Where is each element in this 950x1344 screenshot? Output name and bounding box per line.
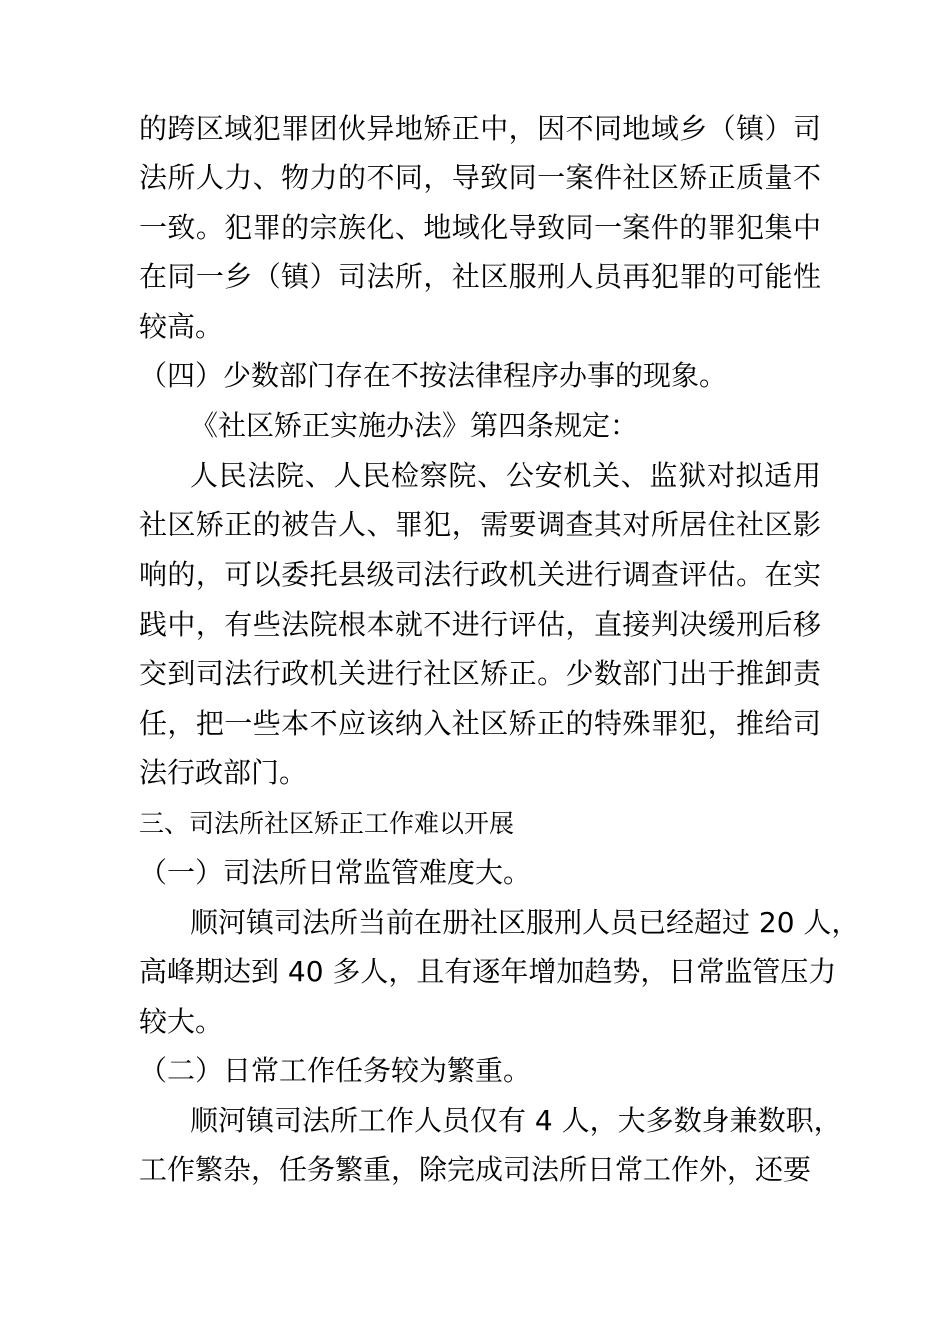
body-text-line: 交到司法行政机关进行社区矫正。少数部门出于推卸责 <box>139 657 821 690</box>
body-text-line: 任，把一些本不应该纳入社区矫正的特殊罪犯，推给司 <box>139 707 821 740</box>
body-text-line: 工作繁杂，任务繁重，除完成司法所日常工作外，还要 <box>139 1153 812 1186</box>
body-text-line: 顺河镇司法所当前在册社区服刑人员已经超过 20 人， <box>190 906 860 939</box>
section-heading: （一）司法所日常监管难度大。 <box>139 856 532 889</box>
body-text-line: 法所人力、物力的不同，导致同一案件社区矫正质量不 <box>139 161 821 194</box>
body-text-line: 较大。 <box>139 1005 224 1038</box>
body-text-line: 践中，有些法院根本就不进行评估，直接判决缓刑后移 <box>139 608 821 641</box>
body-text-line: 响的，可以委托县级司法行政机关进行调查评估。在实 <box>139 558 821 591</box>
body-text-line: 的跨区域犯罪团伙异地矫正中，因不同地域乡（镇）司 <box>139 112 821 145</box>
body-text-line: 顺河镇司法所工作人员仅有 4 人，大多数身兼数职， <box>190 1104 842 1137</box>
section-heading: （四）少数部门存在不按法律程序办事的现象。 <box>139 359 728 392</box>
section-heading: （二）日常工作任务较为繁重。 <box>139 1054 532 1087</box>
body-text-line: 较高。 <box>139 310 224 343</box>
body-text-line: 一致。犯罪的宗族化、地域化导致同一案件的罪犯集中 <box>139 211 821 244</box>
quoted-regulation-title: 《社区矫正实施办法》第四条规定： <box>190 409 639 442</box>
body-text-line: 高峰期达到 40 多人，且有逐年增加趋势，日常监管压力 <box>139 955 837 988</box>
body-text-line: 社区矫正的被告人、罪犯，需要调查其对所居住社区影 <box>139 508 821 541</box>
chapter-heading: 三、司法所社区矫正工作难以开展 <box>139 809 515 838</box>
body-text-line: 法行政部门。 <box>139 756 308 789</box>
body-text-line: 在同一乡（镇）司法所，社区服刑人员再犯罪的可能性 <box>139 260 821 293</box>
body-text-line: 人民法院、人民检察院、公安机关、监狱对拟适用 <box>190 459 821 492</box>
